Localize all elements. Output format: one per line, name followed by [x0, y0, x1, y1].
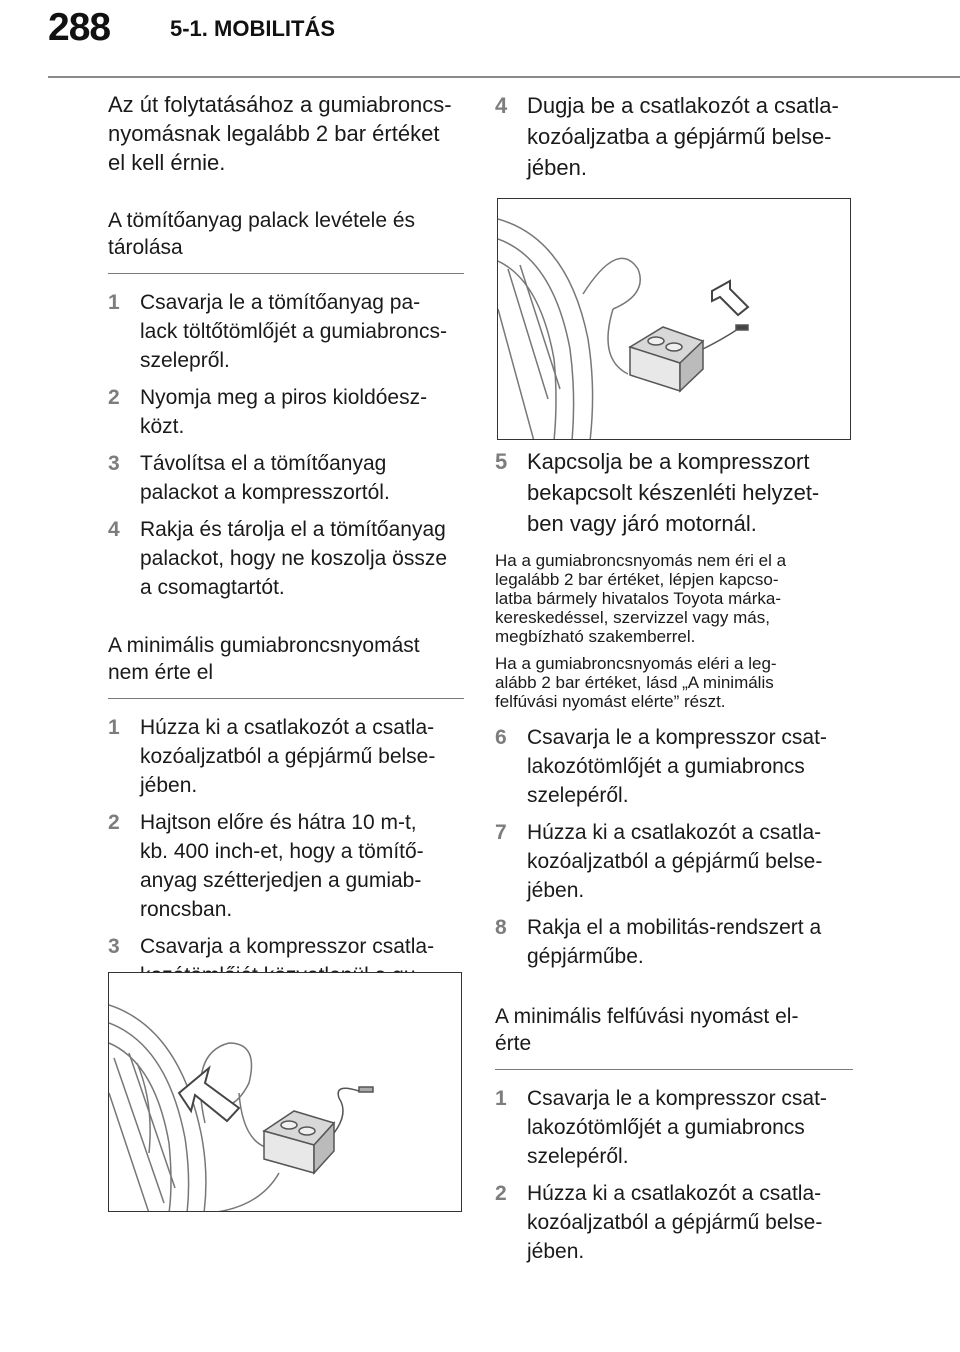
- section-title: 5-1. MOBILITÁS: [170, 16, 336, 41]
- page-header: [0, 0, 960, 80]
- note-contact-dealer: Ha a gumiabroncsnyomás nem éri el a legalább 2 bar értéket, lépjen kapcso- latba bármely hivatalos Toyota márka- kereskedéssel, szervizzel vagy más, megbízható szakemberrel.: [495, 551, 787, 646]
- step-number: 3: [108, 935, 120, 958]
- subheading-min-pressure-not-reached: A minimális gumiabroncsnyomást nem érte el: [108, 618, 464, 699]
- step-number: 4: [495, 93, 508, 118]
- step-number: 2: [108, 811, 120, 834]
- step-number: 5: [495, 449, 508, 474]
- step-item: 6 Csavarja le a kompresszor csat- lakozótömlőjét a gumiabroncs szelepéről.: [495, 723, 853, 810]
- step-item: 2 Húzza ki a csatlakozót a csatla- kozóaljzatból a gépjármű belse- jében.: [495, 1179, 853, 1266]
- step-number: 1: [495, 1087, 507, 1110]
- page-number: 288: [48, 6, 111, 49]
- header-divider: [48, 76, 960, 78]
- step-item: 3 Távolítsa el a tömítőanyag palackot a kompresszortól.: [108, 449, 464, 507]
- step-item: 2 Nyomja meg a piros kioldóesz- közt.: [108, 383, 464, 441]
- step-item: 1 Csavarja le a tömítőanyag pa- lack töltőtömlőjét a gumiabroncs- szelepről.: [108, 288, 464, 375]
- arrow-indicator: [712, 281, 748, 315]
- arrow-indicator: [179, 1068, 239, 1121]
- figure-compressor-socket: [497, 198, 851, 440]
- step-number: 3: [108, 452, 120, 475]
- intro-paragraph: Az út folytatásához a gumiabroncs- nyomásnak legalább 2 bar értéket el kell érnie.: [108, 92, 452, 175]
- step-number: 4: [108, 518, 120, 541]
- step-number: 7: [495, 821, 507, 844]
- note-pressure-reached: Ha a gumiabroncsnyomás eléri a leg- alább 2 bar értéket, lásd „A minimális felfúvási nyomást elérte” részt.: [495, 654, 777, 711]
- step-item: 2 Hajtson előre és hátra 10 m-t, kb. 400 inch-et, hogy a tömítő- anyag szétterjedjen a gumiab- roncsban.: [108, 808, 464, 924]
- right-column-middle: [495, 446, 853, 1266]
- step-item: 3 Csavarja a kompresszor csatla-: [108, 932, 464, 1019]
- left-column: [108, 90, 464, 1019]
- step-number: 1: [108, 716, 120, 739]
- step-item: 1 Húzza ki a csatlakozót a csatla- kozóaljzatból a gépjármű belse- jében.: [108, 713, 464, 800]
- right-column-top: [495, 90, 853, 183]
- figure-compressor-tyre-valve: [108, 972, 462, 1212]
- subheading-min-pressure-reached: A minimális felfúvási nyomást el- érte: [495, 989, 853, 1070]
- step-number: 2: [495, 1182, 507, 1205]
- step-item: 4 Rakja és tárolja el a tömítőanyag palackot, hogy ne koszolja össze a csomagtartót.: [108, 515, 464, 602]
- step-item: 5 Kapcsolja be a kompresszort bekapcsolt készenléti helyzet- ben vagy járó motornál.: [495, 446, 853, 539]
- step-item: 7 Húzza ki a csatlakozót a csatla- kozóaljzatból a gépjármű belse- jében.: [495, 818, 853, 905]
- step-number: 1: [108, 291, 120, 314]
- subheading-bottle-removal: A tömítőanyag palack levétele és tárolása: [108, 193, 464, 274]
- compressor-illustration: [109, 973, 462, 1212]
- step-number: 8: [495, 916, 507, 939]
- step-item: 1 Csavarja le a kompresszor csat- lakozótömlőjét a gumiabroncs szelepéről.: [495, 1084, 853, 1171]
- step-number: 6: [495, 726, 507, 749]
- step-number: 2: [108, 386, 120, 409]
- step-item: 8 Rakja el a mobilitás-rendszert a gépjárműbe.: [495, 913, 853, 971]
- step-item: 4 Dugja be a csatlakozót a csatla- kozóaljzatba a gépjármű belse- jében.: [495, 90, 853, 183]
- compressor-socket-illustration: [498, 199, 851, 440]
